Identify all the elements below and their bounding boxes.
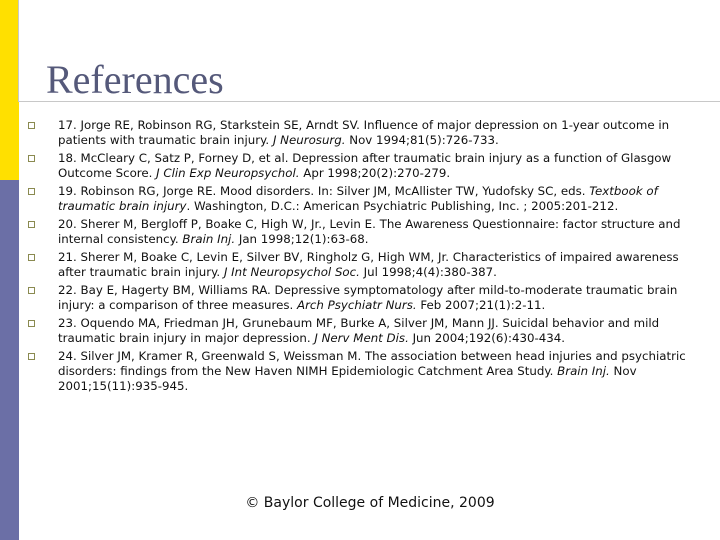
reference-citation-details: Jun 2004;192(6):430-434. [408,331,565,345]
reference-citation-details: Feb 2007;21(1):2-11. [416,298,546,312]
accent-bar-yellow [0,0,19,180]
reference-item [28,283,692,313]
reference-text: 17. Jorge RE, Robinson RG, Starkstein SE, Arndt SV. Influence of major depression on 1-year outcome in patients with traumatic brain injury. [58,118,670,147]
reference-item [28,316,692,346]
hollow-square-bullet-icon [28,155,35,162]
hollow-square-bullet-icon [28,188,35,195]
reference-citation-details: Jan 1998;12(1):63-68. [235,232,369,246]
reference-journal: Brain Inj. [557,364,610,378]
hollow-square-bullet-icon [28,353,35,360]
reference-item [28,217,692,247]
hollow-square-bullet-icon [28,320,35,327]
reference-text: 24. Silver JM, Kramer R, Greenwald S, Weissman M. The association between head injuries and psychiatric disorders: findings from the New Haven NIMH Epidemiologic Catchment Area Study. [58,349,686,378]
hollow-square-bullet-icon [28,254,35,261]
reference-citation-details: Apr 1998;20(2):270-279. [299,166,451,180]
reference-journal: Arch Psychiatr Nurs. [297,298,417,312]
reference-citation-details: Nov 1994;81(5):726-733. [345,133,499,147]
slide-title: References [46,57,224,102]
reference-journal: J Neurosurg. [272,133,346,147]
hollow-square-bullet-icon [28,221,35,228]
reference-citation-details: . Washington, D.C.: American Psychiatric Publishing, Inc. ; 2005:201-212. [186,199,619,213]
reference-text: 18. McCleary C, Satz P, Forney D, et al. Depression after traumatic brain injury as a function of Glasgow Outcome Score. [58,151,672,180]
title-frame-vertical-line [18,0,19,102]
reference-list [28,118,692,397]
reference-citation-details: Jul 1998;4(4):380-387. [359,265,497,279]
reference-text: 21. Sherer M, Boake C, Levin E, Silver BV, Ringholz G, High WM, Jr. Characteristics of impaired awareness after traumatic brain injury. [58,250,679,279]
reference-text: 19. Robinson RG, Jorge RE. Mood disorders. In: Silver JM, McAllister TW, Yudofsky SC, eds. [58,184,590,198]
reference-item [28,118,692,148]
reference-citation-details: Nov 2001;15(11):935-945. [58,364,637,393]
hollow-square-bullet-icon [28,287,35,294]
reference-journal: Brain Inj. [182,232,236,246]
reference-item [28,349,692,394]
reference-text: 20. Sherer M, Bergloff P, Boake C, High W, Jr., Levin E. The Awareness Questionnaire: factor structure and internal consistency. [58,217,681,246]
reference-journal: J Int Neuropsychol Soc. [223,265,360,279]
hollow-square-bullet-icon [28,122,35,129]
reference-text: 22. Bay E, Hagerty BM, Williams RA. Depressive symptomatology after mild-to-moderate traumatic brain injury: a comparison of three measures. [58,283,678,312]
reference-item [28,151,692,181]
reference-journal: Textbook of traumatic brain injury [58,184,658,213]
reference-journal: J Nerv Ment Dis. [314,331,409,345]
reference-text: 23. Oquendo MA, Friedman JH, Grunebaum MF, Burke A, Silver JM, Mann JJ. Suicidal behavior and mild traumatic brain injury in major depression. [58,316,660,345]
copyright-footer: © Baylor College of Medicine, 2009 [245,495,495,511]
accent-bar-purple [0,180,19,540]
reference-journal: J Clin Exp Neuropsychol. [156,166,300,180]
reference-item [28,184,692,214]
reference-item [28,250,692,280]
